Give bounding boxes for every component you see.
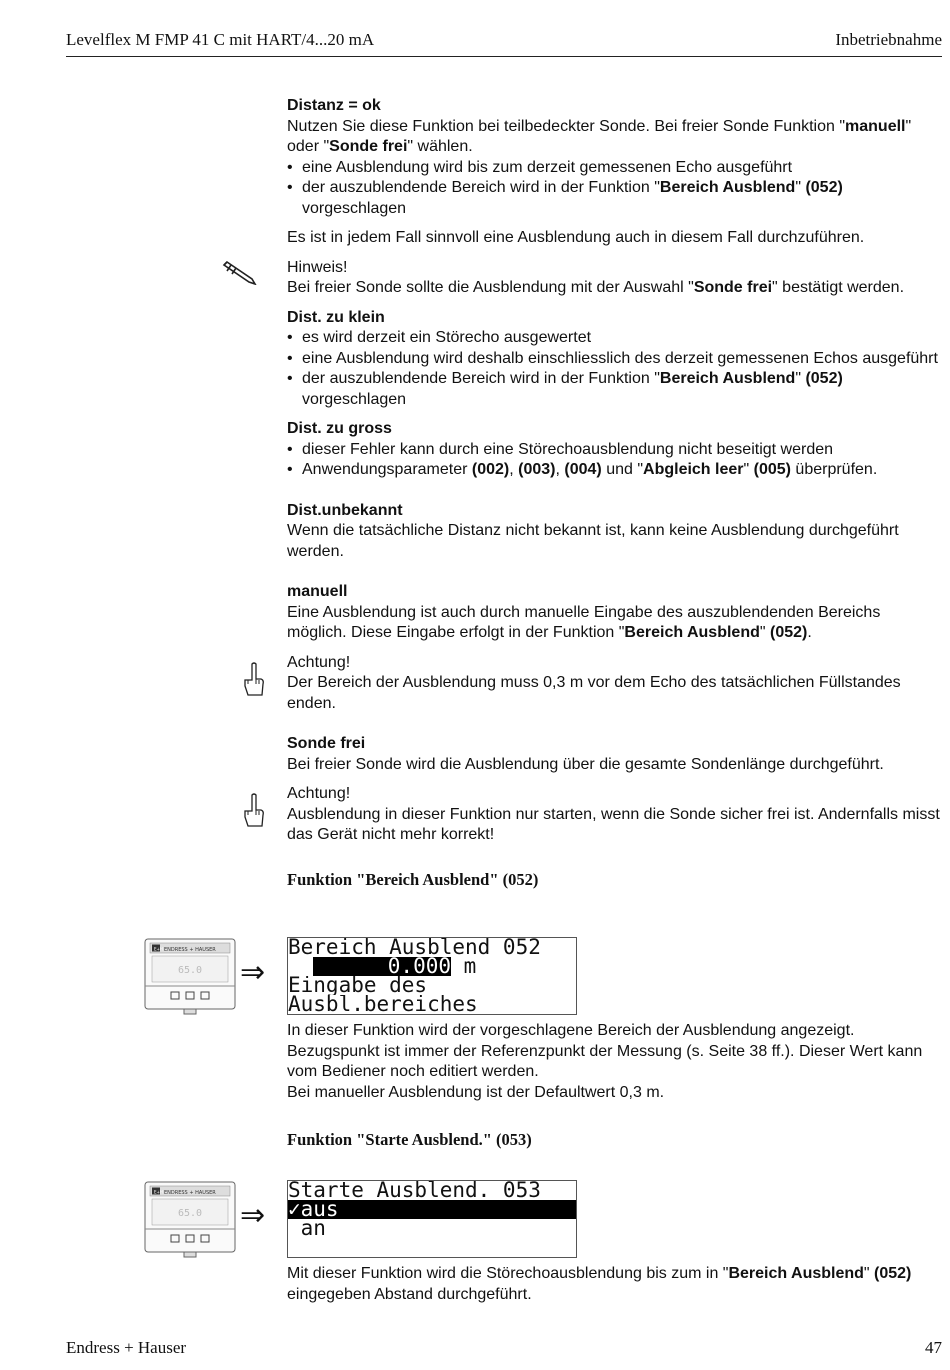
lcd-line: Starte Ausblend. 053	[288, 1181, 541, 1200]
lcd-line: Ausbl.bereiches	[288, 995, 478, 1014]
device-display-icon-2	[144, 1181, 236, 1259]
header-section: Inbetriebnahme	[835, 30, 942, 49]
paragraph: Nutzen Sie diese Funktion bei teilbedeckter Sonde. Bei freier Sonde Funktion "manuell" oder "Sonde frei" wählen.	[287, 117, 912, 155]
warning-text: Ausblendung in dieser Funktion nur starten, wenn die Sonde sicher frei ist. Andernfalls misst das Gerät nicht mehr korrekt!	[287, 805, 940, 843]
list-item: • Anwendungsparameter (002), (003), (004) und "Abgleich leer" (005) überprüfen.	[287, 460, 943, 481]
lcd-display-052	[287, 937, 577, 1015]
list-item: • eine Ausblendung wird deshalb einschliesslich des derzeit gemessenen Echos ausgeführt	[287, 349, 943, 370]
pencil-note-icon	[222, 255, 258, 285]
list-item: • der auszublendende Bereich wird in der Funktion "Bereich Ausblend" (052) vorgeschlagen	[287, 178, 943, 219]
lcd-option[interactable]: an	[288, 1219, 326, 1238]
hand-warning-icon-2	[243, 793, 265, 829]
list-item: • eine Ausblendung wird bis zum derzeit gemessenen Echo ausgeführt	[287, 158, 943, 179]
lcd-selected-option[interactable]: ✓aus	[288, 1200, 576, 1219]
warning-text: Der Bereich der Ausblendung muss 0,3 m vor dem Echo des tatsächlichen Füllstandes enden.	[287, 674, 901, 712]
bullet-list	[287, 440, 943, 481]
list-item: • der auszublendende Bereich wird in der Funktion "Bereich Ausblend" (052) vorgeschlagen	[287, 369, 943, 410]
lcd-unit: m	[451, 957, 477, 976]
list-item: • dieser Fehler kann durch eine Störechoausblendung nicht beseitigt werden	[287, 440, 943, 461]
section-title-sonde-frei: Sonde frei	[287, 735, 366, 752]
warning-label: Achtung!	[287, 785, 351, 802]
section-title-dist-zu-klein: Dist. zu klein	[287, 308, 385, 326]
section-title-distanz-ok: Distanz = ok	[287, 97, 381, 114]
paragraph: Mit dieser Funktion wird die Störechoausblendung bis zum in "Bereich Ausblend" (052) eingegeben Abstand durchgeführt.	[287, 1265, 912, 1303]
header-title: Levelflex M FMP 41 C mit HART/4...20 mA	[66, 30, 375, 49]
hand-warning-icon	[243, 662, 265, 698]
svg-text:E+H: E+H	[154, 946, 163, 952]
svg-text:65.0: 65.0	[178, 1208, 203, 1219]
page-header	[66, 28, 942, 57]
note-text: Bei freier Sonde sollte die Ausblendung mit der Auswahl "Sonde frei" bestätigt werden.	[287, 279, 905, 296]
paragraph: Wenn die tatsächliche Distanz nicht bekannt ist, kann keine Ausblendung durchgeführt werden.	[287, 522, 899, 560]
bullet-list	[287, 158, 943, 220]
function-053-title: Funktion "Starte Ausblend." (053)	[287, 1130, 532, 1149]
function-053-description	[287, 1264, 943, 1305]
svg-text:ENDRESS + HAUSER: ENDRESS + HAUSER	[164, 947, 216, 953]
warning-label: Achtung!	[287, 653, 351, 671]
section-title-dist-zu-gross: Dist. zu gross	[287, 420, 392, 437]
function-052-description	[287, 1021, 943, 1151]
lcd-line: Bereich Ausblend 052	[288, 938, 541, 957]
note-label: Hinweis!	[287, 258, 348, 276]
paragraph: Eine Ausblendung ist auch durch manuelle Eingabe des auszublendenden Bereichs möglich. Diese Eingabe erfolgt in der Funktion "Bereich Ausblend" (052).	[287, 603, 881, 641]
paragraph: In dieser Funktion wird der vorgeschlagene Bereich der Ausblendung angezeigt. Bezugspunkt ist immer der Referenzpunkt der Messung (s. Seite 38 ff.). Dieser Wert kann vom Bediener noch editiert werden.	[287, 1022, 923, 1080]
bullet-list	[287, 328, 943, 410]
function-052-title: Funktion "Bereich Ausblend" (052)	[287, 869, 539, 889]
section-title-manuell: manuell	[287, 583, 348, 600]
lcd-value[interactable]: 0.000	[313, 957, 451, 976]
main-content	[287, 96, 943, 890]
device-display-icon	[144, 938, 236, 1016]
svg-text:ENDRESS + HAUSER: ENDRESS + HAUSER	[164, 1190, 216, 1196]
lcd-line: Eingabe des	[288, 976, 428, 995]
svg-text:E+H: E+H	[154, 1189, 163, 1195]
svg-text:65.0: 65.0	[178, 965, 203, 976]
page-footer	[66, 1338, 942, 1358]
paragraph: Bei manueller Ausblendung ist der Defaultwert 0,3 m.	[287, 1083, 665, 1101]
arrow-icon-2: ⇒	[240, 1198, 266, 1233]
arrow-icon: ⇒	[240, 955, 266, 990]
paragraph: Bei freier Sonde wird die Ausblendung über die gesamte Sondenlänge durchgeführt.	[287, 755, 884, 773]
page-number: 47	[925, 1338, 942, 1357]
footer-company: Endress + Hauser	[66, 1338, 187, 1357]
list-item: • es wird derzeit ein Störecho ausgewertet	[287, 328, 943, 349]
lcd-line	[288, 957, 576, 976]
section-title-dist-unbekannt: Dist.unbekannt	[287, 501, 403, 519]
lcd-display-053	[287, 1180, 577, 1258]
paragraph: Es ist in jedem Fall sinnvoll eine Ausblendung auch in diesem Fall durchzuführen.	[287, 229, 865, 246]
